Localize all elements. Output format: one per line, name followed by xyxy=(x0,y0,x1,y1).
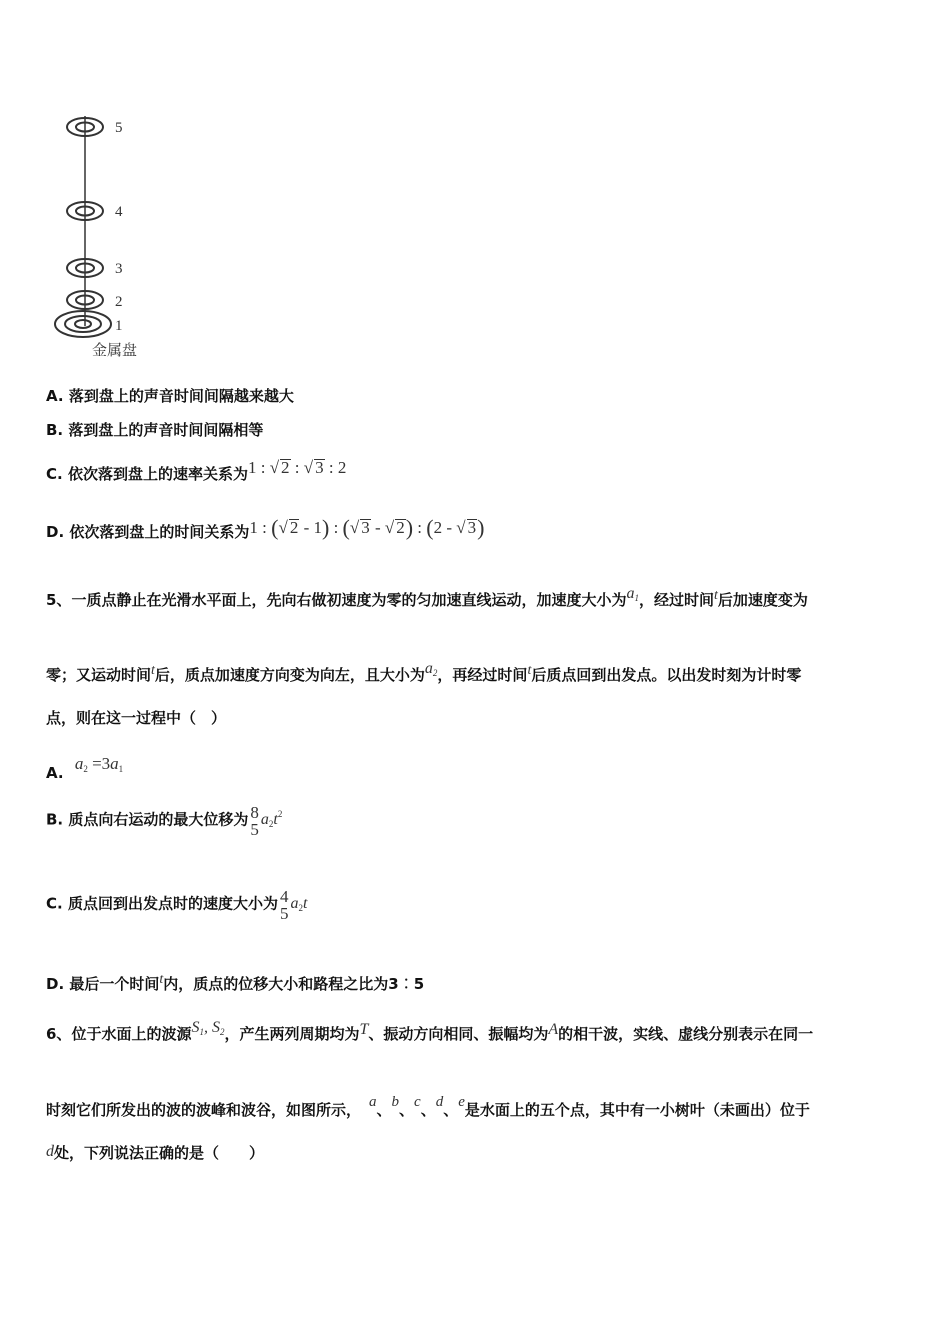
q4-option-c: C. 依次落到盘上的速率关系为1 : √ 2 : √ 3 : 2 xyxy=(46,458,347,483)
washer-label-1: 1 xyxy=(115,318,123,334)
figure-caption: 金属盘 xyxy=(92,341,138,359)
q4-option-d: D. 依次落到盘上的时间关系为1 : (√ 2 - 1) : (√ 3 - √ 2) : (2 - √ 3) xyxy=(46,515,485,541)
var-A: A xyxy=(548,1021,559,1038)
q6-number: 6、 xyxy=(46,1025,72,1043)
q4-option-c-formula: 1 : √ 2 : √ 3 : 2 xyxy=(247,458,347,477)
var-T: T xyxy=(359,1021,369,1038)
q6-stem-line-3: d处，下列说法正确的是（ ） xyxy=(46,1143,265,1162)
washer-label-4: 4 xyxy=(115,204,123,220)
metal-plate xyxy=(55,311,111,337)
var-a2: $a_2$ xyxy=(424,660,438,678)
q4-option-c-text: 依次落到盘上的速率关系为 xyxy=(67,465,248,483)
q4-option-b-text: 落到盘上的声音时间间隔相等 xyxy=(68,421,264,439)
q5-number: 5、 xyxy=(46,591,72,609)
q5-option-b: B. 质点向右运动的最大位移为 8 5 $a_2t^2$ xyxy=(46,803,283,839)
var-a1: $a_1$ xyxy=(626,585,639,603)
q6-stem-line-2: 时刻它们所发出的波的波峰和波谷，如图所示， a、b、c、d、e是水面上的五个点，其中有一小树叶（未画出）位于 xyxy=(46,1094,810,1119)
q4-option-d-formula: 1 : (√ 2 - 1) : (√ 3 - √ 2) : (2 - √ 3) xyxy=(249,515,485,540)
q5-option-c: C. 质点回到出发点时的速度大小为 4 5 $a_2t$ xyxy=(46,887,308,923)
q5-option-a: A. $a_2 =3a_1$ xyxy=(46,754,124,782)
q5-option-a-formula: $a_2 =3a_1$ xyxy=(74,754,124,774)
q5-option-d: D. 最后一个时间t内，质点的位移大小和路程之比为3︰5 xyxy=(46,972,425,993)
var-s1-s2: $S_1$, $S_2$ xyxy=(191,1019,225,1037)
q5-option-b-formula: 8 5 $a_2t^2$ xyxy=(250,803,283,839)
q5-option-c-text: 质点回到出发点时的速度大小为 xyxy=(67,894,278,913)
q4-option-a: A. 落到盘上的声音时间间隔越来越大 xyxy=(46,387,294,405)
q6-stem-line-1: 6、位于水面上的波源$S_1$, $S_2$，产生两列周期均为T、振动方向相同、振幅均为A的相干波，实线、虚线分别表示在同一 xyxy=(46,1019,814,1043)
washer-label-3: 3 xyxy=(115,261,123,277)
q5-option-d-text: 最后一个时间 xyxy=(69,975,160,993)
q4-option-d-text: 依次落到盘上的时间关系为 xyxy=(69,523,250,541)
q4-option-a-text: 落到盘上的声音时间间隔越来越大 xyxy=(68,387,294,405)
washer-label-5: 5 xyxy=(115,120,123,136)
q5-option-c-formula: 4 5 $a_2t$ xyxy=(279,887,308,923)
q4-option-b: B. 落到盘上的声音时间间隔相等 xyxy=(46,421,264,439)
q5-stem-line-3: 点，则在这一过程中（ ） xyxy=(46,709,227,727)
q5-stem-line-1: 5、一质点静止在光滑水平面上，先向右做初速度为零的匀加速直线运动，加速度大小为$a_1$，经过时间t后加速度变为 xyxy=(46,585,808,609)
washer-label-2: 2 xyxy=(115,294,123,310)
q5-option-b-text: 质点向右运动的最大位移为 xyxy=(68,810,249,829)
var-t: t xyxy=(713,588,718,603)
falling-washers-figure xyxy=(45,108,175,363)
q5-stem-line-2: 零；又运动时间t后，质点加速度方向变为向左，且大小为$a_2$，再经过时间t后质点回到出发点。以出发时刻为计时零 xyxy=(46,660,802,684)
